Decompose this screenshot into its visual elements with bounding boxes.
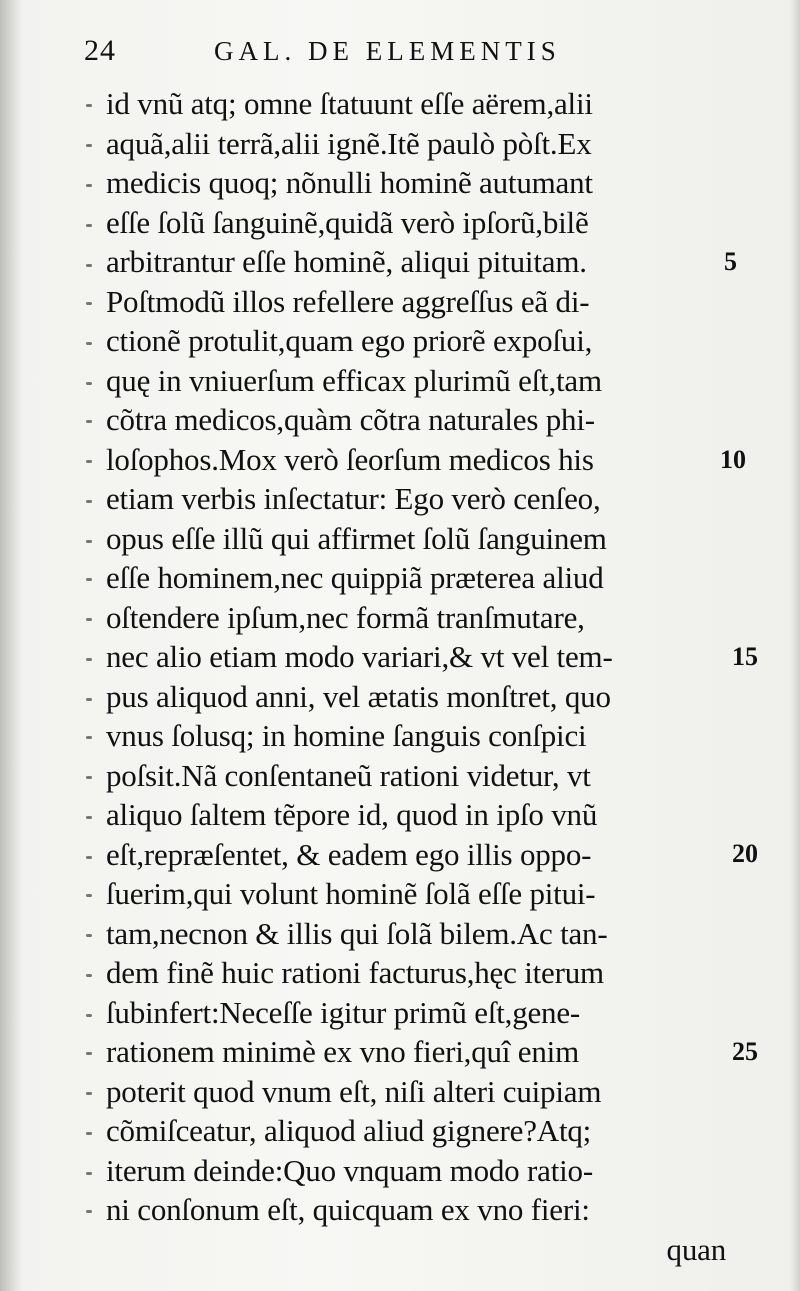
text-line: ni conſonum eſt, quicquam ex vno fieri: [106, 1192, 590, 1227]
text-line: id vnũ atq; omne ſtatuunt eſſe aërem,alii [106, 86, 593, 121]
text-line: ctionẽ protulit,quam ego priorẽ expoſui, [106, 323, 593, 358]
margin-mark [86, 540, 92, 543]
margin-mark [86, 144, 92, 147]
line-number-25: 25 [732, 1037, 758, 1066]
margin-mark [86, 934, 92, 937]
margin-mark [86, 1210, 92, 1213]
text-line: vnus ſolusq; in homine ſanguis conſpici [106, 718, 587, 753]
text-line: eſt,repræſentet, & eadem ego illis oppo- [106, 836, 592, 872]
text-line: loſophos.Mox verò ſeorſum medicos his [106, 441, 594, 477]
margin-mark [86, 974, 92, 977]
text-line: cõmiſceatur, aliquod aliud gignere?Atq; [106, 1113, 592, 1148]
text-line: tam,necnon & illis qui ſolã bilem.Ac tan- [106, 915, 608, 951]
text-line: poſsit.Nã conſentaneũ rationi videtur, vt [106, 757, 591, 793]
text-line: poterit quod vnum eſt, niſi alteri cuipiam [106, 1073, 602, 1109]
text-line: arbitrantur eſſe hominẽ, aliqui pituitam. [106, 244, 587, 279]
margin-mark [86, 302, 92, 305]
text-line: aliquo ſaltem tẽpore id, quod in ipſo vnũ [106, 797, 598, 832]
margin-mark [86, 224, 92, 227]
margin-mark [86, 618, 92, 621]
text-line: oſtendere ipſum,nec formã tranſmutare, [106, 599, 585, 635]
text-line: ſubinfert:Neceſſe igitur primũ eſt,gene- [106, 994, 581, 1030]
text-line: rationem minimè ex vno fieri,quî enim [106, 1034, 579, 1069]
margin-mark [86, 578, 92, 581]
catchword: quan [666, 1231, 726, 1267]
text-line: aquã,alii terrã,alii ignẽ.Itẽ paulò pòſt.Ex [106, 125, 592, 161]
margin-mark [86, 382, 92, 385]
line-number-15: 15 [732, 642, 758, 671]
margin-mark [86, 460, 92, 463]
text-line: ſuerim,qui volunt hominẽ ſolã eſſe pitui- [106, 876, 596, 911]
margin-mark [86, 1014, 92, 1017]
margin-mark [86, 736, 92, 739]
edge-shadow [790, 0, 800, 1291]
margin-mark [86, 264, 92, 267]
margin-mark [86, 420, 92, 423]
running-head: GAL. DE ELEMENTIS [214, 36, 561, 66]
margin-mark [86, 1092, 92, 1095]
margin-mark [86, 1172, 92, 1175]
text-line: etiam verbis inſectatur: Ego verò cenſeo, [106, 481, 601, 516]
text-line: cõtra medicos,quàm cõtra naturales phi- [106, 402, 595, 437]
margin-mark [86, 104, 92, 107]
line-number-10: 10 [720, 445, 746, 474]
line-number-5: 5 [724, 247, 737, 276]
line-numbers [718, 84, 788, 1284]
page-number: 24 [84, 34, 116, 67]
text-line: Poſtmodũ illos refellere aggreſſus eã di- [106, 283, 590, 319]
text-line: eſſe hominem,nec quippiã præterea aliud [106, 560, 604, 595]
margin-mark [86, 894, 92, 897]
margin-mark [86, 342, 92, 345]
text-line: medicis quoq; nõnulli hominẽ autumant [106, 165, 593, 200]
text-line: opus eſſe illũ qui affirmet ſolũ ſanguinem [106, 520, 607, 556]
text-line: quę in vniuerſum efficax plurimũ eſt,tam [106, 362, 602, 398]
margin-mark [86, 500, 92, 503]
margin-mark [86, 1132, 92, 1135]
text-line: eſſe ſolũ ſanguinẽ,quidã verò ipſorũ,bilẽ [106, 204, 589, 240]
margin-mark [86, 856, 92, 859]
margin-mark [86, 776, 92, 779]
text-line: dem finẽ huic rationi facturus,hęc iterum [106, 955, 604, 990]
margin-mark [86, 698, 92, 701]
page-header [84, 34, 724, 74]
margin-mark [86, 1052, 92, 1055]
line-number-20: 20 [732, 839, 758, 868]
text-line: pus aliquod anni, vel ætatis monſtret, quo [106, 678, 611, 714]
margin-mark [86, 184, 92, 187]
gutter-shadow [0, 0, 22, 1291]
margin-mark [86, 816, 92, 819]
body-text [106, 84, 726, 1269]
text-line: nec alio etiam modo variari,& vt vel tem- [106, 639, 613, 674]
left-margin-marks [82, 84, 102, 1284]
margin-mark [86, 658, 92, 661]
text-line: iterum deinde:Quo vnquam modo ratio- [106, 1152, 593, 1188]
